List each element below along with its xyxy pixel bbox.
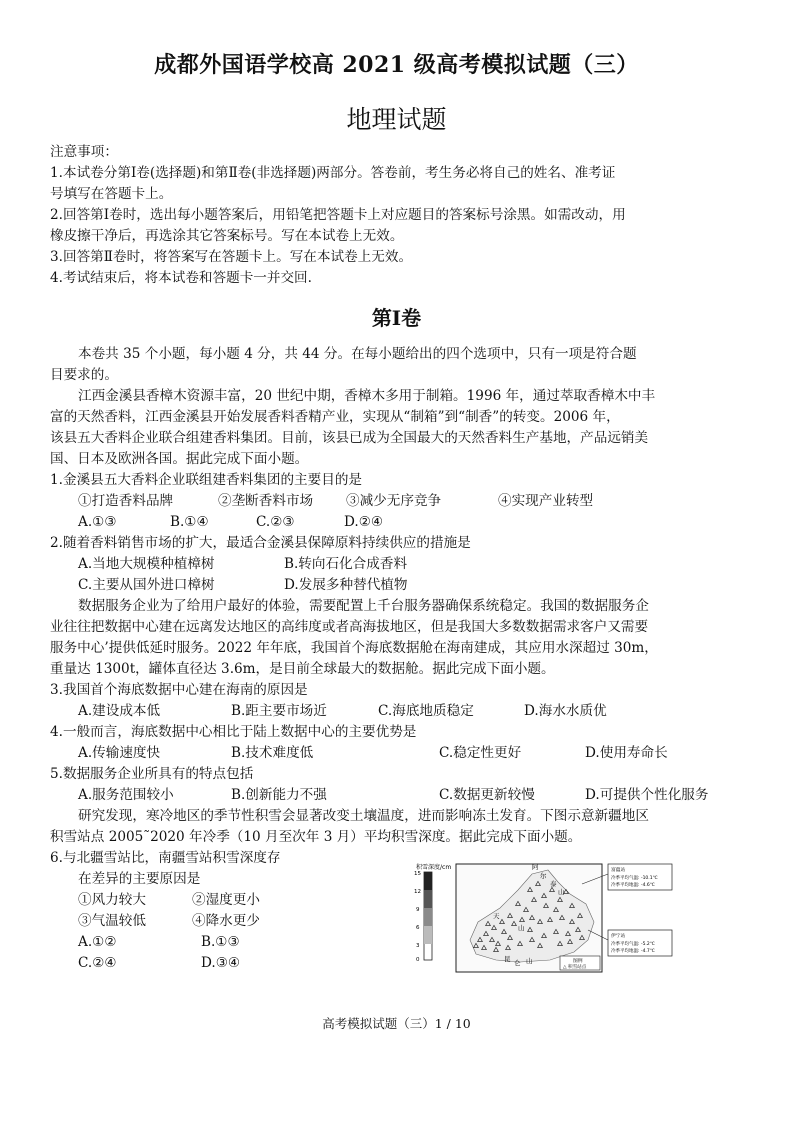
option-b: B.创新能力不强 [231,787,327,803]
option-row [50,785,750,806]
exam-title: 成都外国语学校高 2021 级高考模拟试题（三） [154,52,639,78]
option-d: D.发展多种替代植物 [284,577,408,593]
south-station-air-temp: 冷季平均气温: -5.2℃ [611,942,655,947]
option-b: B.距主要市场近 [231,703,327,719]
notes-block [50,142,750,289]
question-stem: 5.数据服务企业所具有的特点包括 [50,766,254,782]
map-label: 泰 [550,880,557,888]
map-label: 山 [518,924,525,932]
statement: ②垄断香料市场 [218,493,314,509]
option-row [50,743,750,764]
question-stem: 6.与北疆雪站比，南疆雪站积雪深度存 [50,850,281,866]
option-b: B.转向石化合成香料 [284,556,408,572]
statement: ③减少无序竞争 [346,493,442,509]
passage-line: 研究发现，寒冷地区的季节性积雪会显著改变土壤温度，进而影响冻土发育。下图示意新疆地区 [78,808,649,824]
question-stem: 4.一般而言，海底数据中心相比于陆上数据中心的主要优势是 [50,724,417,740]
option-c: C.数据更新较慢 [439,787,535,803]
scale-bar-segment [424,926,432,944]
statement: ③气温较低 [78,913,146,929]
section-intro-line: 目要求的。 [50,367,118,383]
option-b: B.①③ [201,934,240,950]
south-station-name: 伊宁站 [611,934,626,939]
notes-line: 号填写在答题卡上。 [50,186,173,202]
map-label: 尔 [540,872,547,880]
scale-bar-segment [424,908,432,926]
statement: ①打造香料品牌 [78,493,174,509]
scale-title: 积雪深度/cm [416,864,452,871]
passage-line: 国、日本及欧洲各国。据此完成下面小题。 [50,451,309,467]
map-label: 山 [526,957,533,965]
passage-line: 该县五大香料企业联合组建香料集团。目前，该县已成为全国最大的天然香料生产基地，产品远销美 [50,430,649,446]
map-label: 山 [558,888,565,896]
option-c: C.稳定性更好 [439,745,522,761]
north-station-ground-temp: 冷季平均地温: -4.6℃ [611,883,655,888]
option-d: D.③④ [201,955,241,971]
option-row [50,575,750,596]
notes-line: 3.回答第Ⅱ卷时，将答案写在答题卡上。写在本试卷上无效。 [50,249,413,265]
north-station-name: 富蕴站 [611,868,626,873]
statement: ④实现产业转型 [498,493,594,509]
question-stem: 1.金溪县五大香料企业联组建香料集团的主要目的是 [50,472,363,488]
notes-line: 1.本试卷分第Ⅰ卷(选择题)和第Ⅱ卷(非选择题)两部分。答卷前，考生务必将自己的姓名、准考证 [50,165,616,181]
option-a: A.①③ [78,514,117,530]
snow-depth-map-figure [410,860,732,978]
page-footer: 高考模拟试题（三）1 / 10 [322,1016,471,1031]
option-a: A.①② [78,934,117,950]
option-a: A.当地大规模种植樟树 [78,556,215,572]
legend-title: 图例 [573,959,583,964]
scale-tick: 0 [416,957,420,963]
option-c: C.②③ [256,514,295,530]
scale-tick: 12 [414,889,421,895]
option-c: C.海底地质稳定 [378,703,474,719]
option-b: B.技术难度低 [231,745,314,761]
option-d: D.可提供个性化服务 [585,787,709,803]
map-label: 仑 [514,959,521,967]
statement: ②湿度更小 [192,892,260,908]
option-d: D.海水水质优 [524,703,607,719]
option-c: C.主要从国外进口樟树 [78,577,215,593]
notes-line: 2.回答第Ⅰ卷时，选出每小题答案后，用铅笔把答题卡上对应题目的答案标号涂黑。如需改动，用 [50,207,626,223]
statement: ④降水更少 [192,913,260,929]
option-a: A.传输速度快 [78,745,161,761]
question-stem: 在差异的主要原因是 [78,871,201,887]
scale-tick: 15 [414,871,421,877]
passage-line: 富的天然香料，江西金溪县开始发展香料香精产业，实现从“制箱”到“制香”的转变。2006 年， [50,409,620,425]
notes-line: 4.考试结束后，将本试卷和答题卡一并交回. [50,270,312,286]
passage-line: 重量达 1300t，罐体直径达 3.6m，是目前全球最大的数据舱。据此完成下面小题。 [50,661,555,677]
exam-subtitle: 地理试题 [346,105,447,134]
notes-line: 橡皮擦干净后，再选涂其它答案标号。写在本试卷上无效。 [50,228,404,244]
scale-bar-segment [424,872,432,890]
option-row [50,701,750,722]
section-title: 第Ⅰ卷 [371,306,422,330]
scale-tick: 9 [416,907,420,913]
legend-entry: △ 积雪站点 [563,965,587,970]
question-stem: 3.我国首个海底数据中心建在海南的原因是 [50,682,308,698]
map-label: 天 [493,912,500,920]
option-c: C.②④ [78,955,117,971]
map-label: 阿 [532,863,539,871]
statement-row [50,491,750,512]
scale-tick: 6 [416,925,420,931]
passage-line: 数据服务企业为了给用户最好的体验，需要配置上千台服务器确保系统稳定。我国的数据服务企 [78,598,649,614]
option-d: D.使用寿命长 [585,745,668,761]
scale-tick: 3 [416,943,420,949]
question-stem: 2.随着香料销售市场的扩大，最适合金溪县保障原料持续供应的措施是 [50,535,471,551]
passage-line: 业往往把数据中心建在远离发达地区的高纬度或者高海拔地区，但是我国大多数数据需求客户又需要 [50,619,649,635]
option-row [50,554,750,575]
passage-line: 积雪站点 2005˜2020 年冷季（10 月至次年 3 月）平均积雪深度。据此完成下面小题。 [50,829,582,845]
option-b: B.①④ [170,514,209,530]
map-label: 昆 [504,955,511,963]
option-a: A.建设成本低 [78,703,161,719]
passage-line: 江西金溪县香樟木资源丰富，20 世纪中期，香樟木多用于制箱。1996 年，通过萃取香樟木中丰 [78,388,656,404]
option-row [50,512,750,533]
statement: ①风力较大 [78,892,146,908]
passage-line: 服务中心’提供低延时服务。2022 年年底，我国首个海底数据舱在海南建成，其应用水深超过 30m， [50,640,658,656]
north-station-air-temp: 冷季平均气温: -10.1℃ [611,876,658,881]
south-station-ground-temp: 冷季平均地温: -4.7℃ [611,949,655,954]
notes-heading: 注意事项： [50,144,118,160]
scale-bar-segment [424,890,432,908]
option-d: D.②④ [344,514,384,530]
option-a: A.服务范围较小 [78,787,174,803]
section-intro-line: 本卷共 35 个小题，每小题 4 分，共 44 分。在每小题给出的四个选项中，只有一项是符合题 [78,346,637,362]
